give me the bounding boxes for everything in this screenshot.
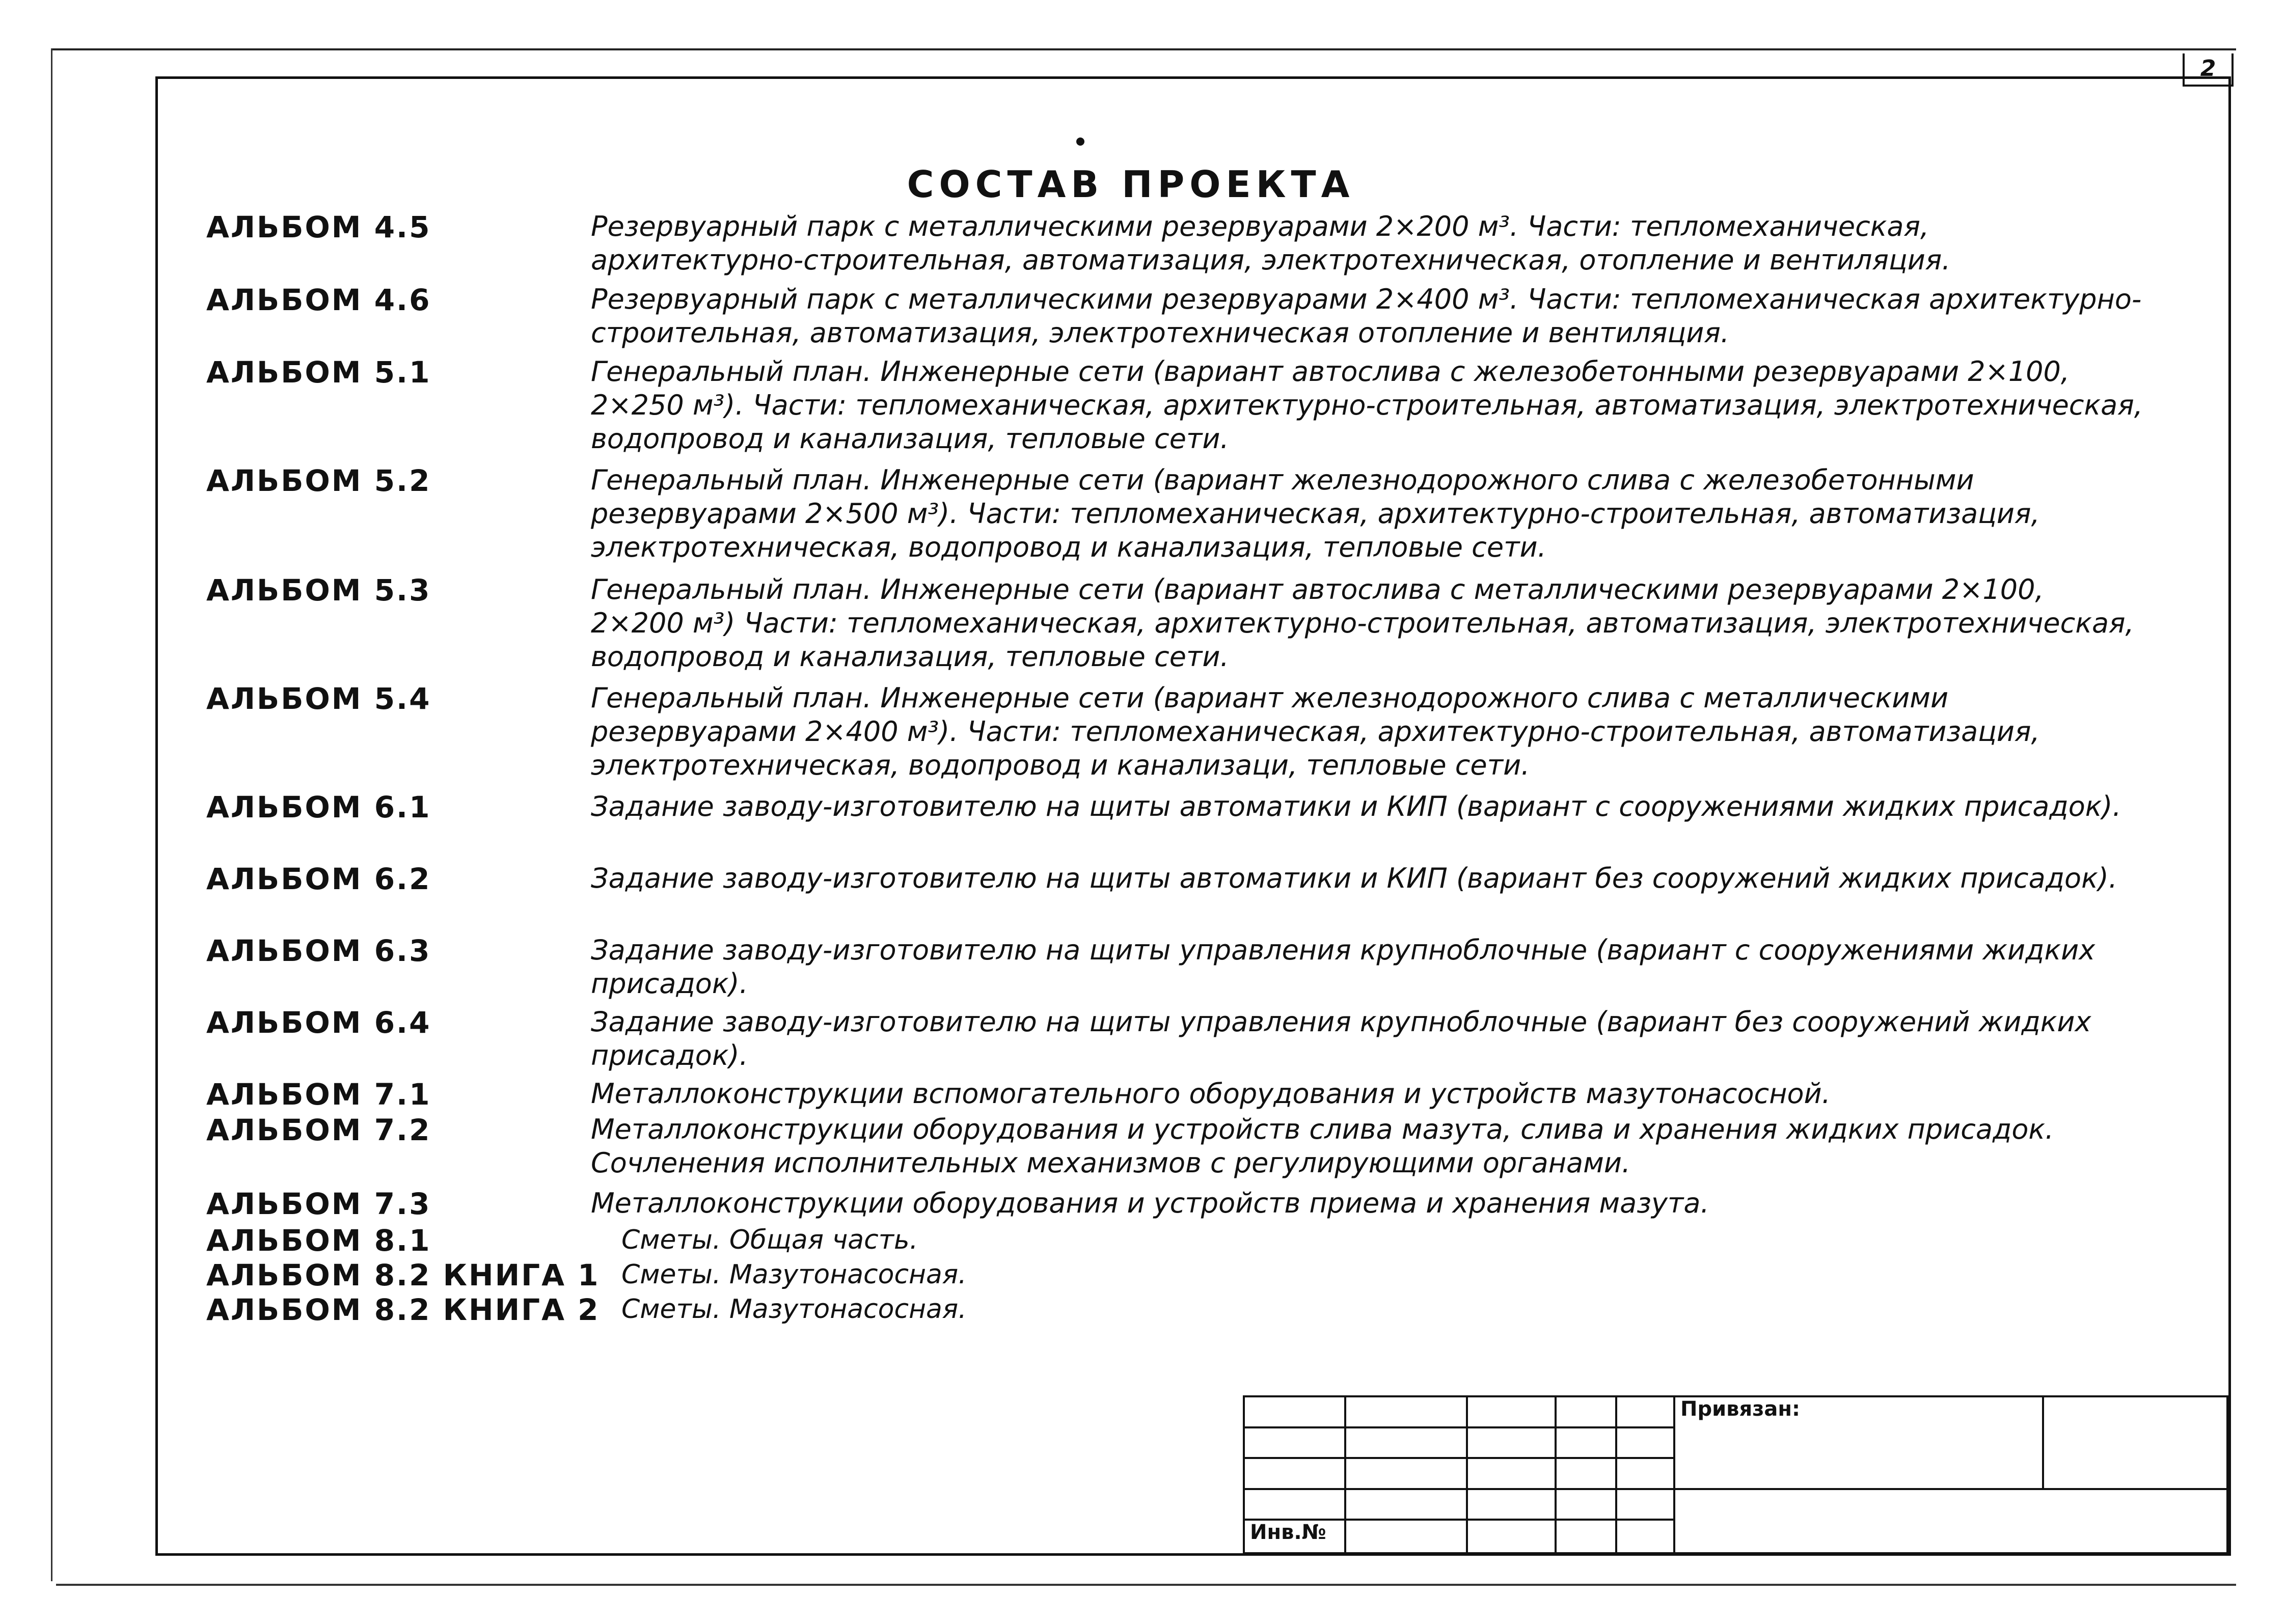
album-description: Резервуарный парк с металлическими резервуарами 2×400 м³. Части: тепломеханическая архитектурно-строительная, автоматизация, электротехническая отопление и вентиляция. <box>591 283 2142 349</box>
album-label: АЛЬБОМ 5.2 <box>206 463 431 498</box>
stamp-cell <box>2043 1396 2227 1489</box>
album-description: Генеральный план. Инженерные сети (вариант автослива с железобетонными резервуарами 2×100, 2×250 м³). Части: тепломеханическая, архитектурно-строительная, автоматизация, электротехническая, водопровод и канализация, тепловые сети. <box>591 355 2143 455</box>
stamp-cell <box>1556 1427 1616 1458</box>
stamp-cell <box>1345 1427 1467 1458</box>
privyazan-cell <box>1674 1396 2043 1489</box>
album-description: Задание заводу-изготовителю на щиты автоматики и КИП (вариант без сооружений жидких присадок). <box>591 862 2117 894</box>
album-description: Сметы. Мазутонасосная. <box>621 1259 967 1290</box>
stamp-cell <box>1556 1396 1616 1427</box>
stamp-cell <box>1467 1458 1556 1489</box>
album-label: АЛЬБОМ 5.4 <box>206 681 431 716</box>
stamp-cell <box>1556 1458 1616 1489</box>
album-label: АЛЬБОМ 6.3 <box>206 933 431 968</box>
album-description: Задание заводу-изготовителю на щиты управления крупноблочные (вариант без сооружений жидких присадок). <box>591 1006 2091 1071</box>
stamp-cell <box>1244 1489 1345 1520</box>
album-description: Генеральный план. Инженерные сети (вариант железнодорожного слива с железобетонными резервуарами 2×500 м³). Части: тепломеханическая, архитектурно-строительная, автоматизация, электротехническая, водопровод и канализация, тепловые сети. <box>591 464 2040 563</box>
album-label: АЛЬБОМ 5.3 <box>206 573 431 608</box>
stamp-cell <box>1467 1520 1556 1553</box>
mark-dot <box>1076 137 1084 146</box>
album-description: Задание заводу-изготовителю на щиты управления крупноблочные (вариант с сооружениями жидких присадок). <box>591 934 2096 1000</box>
stamp-cell <box>1244 1427 1345 1458</box>
stamp-cell <box>1345 1489 1467 1520</box>
stamp-cell <box>1244 1396 1345 1427</box>
stamp-cell <box>1467 1427 1556 1458</box>
album-description: Металлоконструкции оборудования и устройств слива мазута, слива и хранения жидких присадок. Сочленения исполнительных механизмов с регулирующими органами. <box>591 1113 2054 1179</box>
outer-line-left <box>51 48 52 1581</box>
stamp-cell <box>1616 1427 1674 1458</box>
album-description: Задание заводу-изготовителю на щиты автоматики и КИП (вариант с сооружениями жидких присадок). <box>591 790 2121 822</box>
album-label: АЛЬБОМ 4.6 <box>206 283 431 317</box>
stamp-cell <box>1556 1489 1616 1520</box>
stamp-cell <box>1345 1520 1467 1553</box>
album-label: АЛЬБОМ 7.3 <box>206 1187 431 1221</box>
stamp-cell <box>1616 1520 1674 1553</box>
page-title: СОСТАВ ПРОЕКТА <box>907 163 1355 206</box>
stamp-cell <box>1616 1489 1674 1520</box>
inv-cell <box>1244 1520 1345 1553</box>
album-label: АЛЬБОМ 6.2 <box>206 862 431 896</box>
inv-label: Инв.№ <box>1250 1521 1326 1545</box>
album-description: Металлоконструкции вспомогательного оборудования и устройств мазутонасосной. <box>591 1078 1831 1110</box>
stamp-cell <box>1616 1396 1674 1427</box>
stamp-cell <box>1556 1520 1616 1553</box>
sheet-number: 2 <box>2183 53 2234 87</box>
outer-line-bottom <box>56 1584 2236 1586</box>
album-label: АЛЬБОМ 4.5 <box>206 210 431 244</box>
title-block-stamp <box>1243 1395 2228 1554</box>
stamp-cell <box>1467 1396 1556 1427</box>
stamp-cell <box>1345 1458 1467 1489</box>
stamp-cell <box>1467 1489 1556 1520</box>
album-label: АЛЬБОМ 5.1 <box>206 355 431 390</box>
album-label: АЛЬБОМ 6.1 <box>206 790 431 824</box>
album-description: Генеральный план. Инженерные сети (вариант железнодорожного слива с металлическими резервуарами 2×400 м³). Части: тепломеханическая, архитектурно-строительная, автоматизация, электротехническая, водопровод и канализаци, тепловые сети. <box>591 682 2040 781</box>
privyazan-label: Привязан: <box>1680 1397 1800 1421</box>
stamp-cell <box>1616 1458 1674 1489</box>
album-label: АЛЬБОМ 7.2 <box>206 1113 431 1147</box>
stamp-cell <box>1345 1396 1467 1427</box>
album-label: АЛЬБОМ 6.4 <box>206 1005 431 1040</box>
album-description: Металлоконструкции оборудования и устройств приема и хранения мазута. <box>591 1187 1709 1219</box>
stamp-cell <box>1244 1458 1345 1489</box>
album-description: Сметы. Общая часть. <box>621 1225 918 1255</box>
album-description: Сметы. Мазутонасосная. <box>621 1294 967 1325</box>
album-label: АЛЬБОМ 8.2 КНИГА 2 <box>206 1292 600 1327</box>
album-description: Резервуарный парк с металлическими резервуарами 2×200 м³. Части: тепломеханическая, архитектурно-строительная, автоматизация, электротехническая, отопление и вентиляция. <box>591 210 1951 276</box>
stamp-cell <box>1674 1489 2227 1553</box>
album-label: АЛЬБОМ 8.2 КНИГА 1 <box>206 1258 600 1292</box>
outer-line-top <box>51 48 2236 50</box>
album-description: Генеральный план. Инженерные сети (вариант автослива с металлическими резервуарами 2×100, 2×200 м³) Части: тепломеханическая, архитектурно-строительная, автоматизация, электротехническая, водопровод и канализация, тепловые сети. <box>591 573 2134 673</box>
album-label: АЛЬБОМ 8.1 <box>206 1223 431 1258</box>
album-label: АЛЬБОМ 7.1 <box>206 1077 431 1112</box>
